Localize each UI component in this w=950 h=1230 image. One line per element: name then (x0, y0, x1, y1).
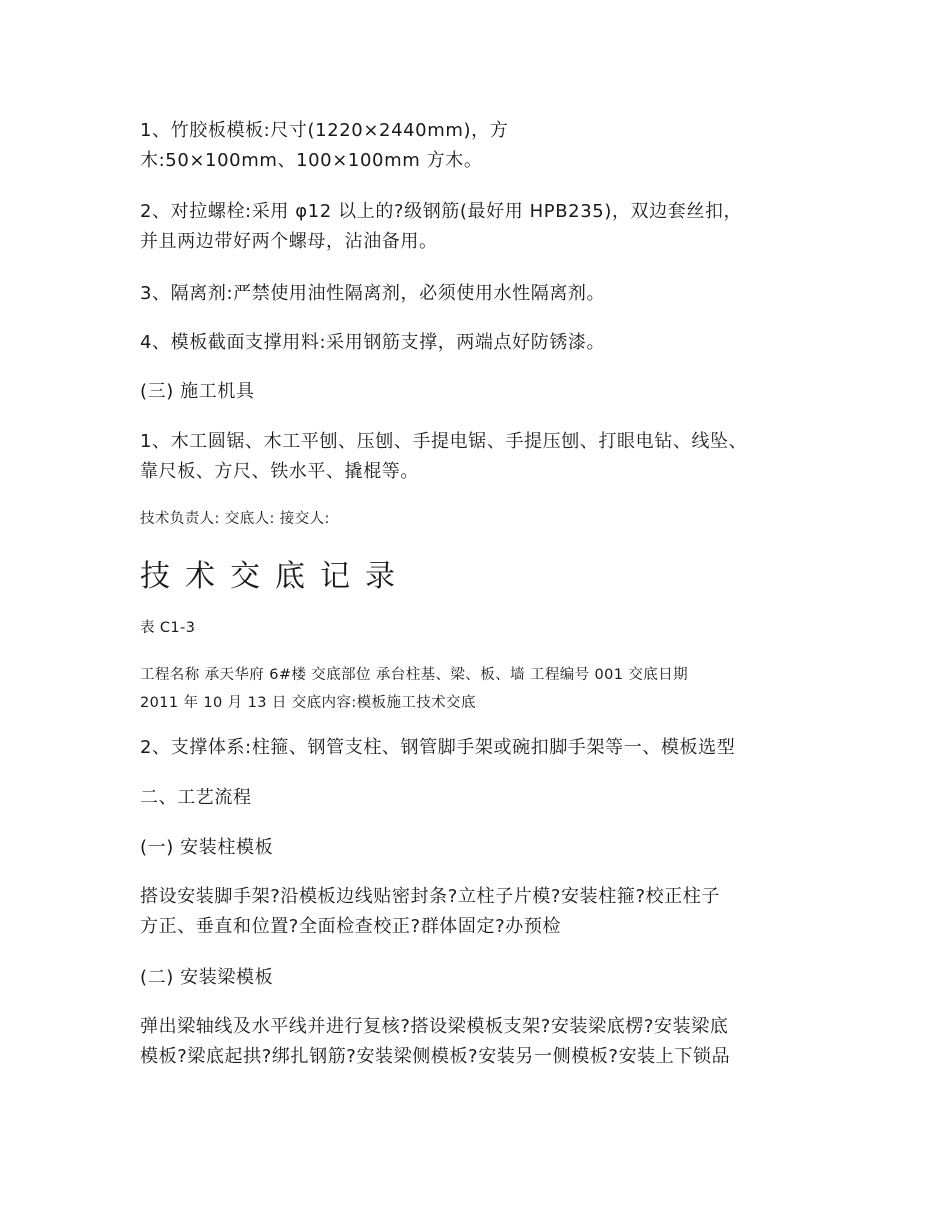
table-number: 表 C1-3 (140, 620, 196, 636)
process-heading: 二、工艺流程 (140, 787, 252, 808)
text-line: 靠尺板、方尺、铁水平、撬棍等。 (140, 461, 419, 482)
signature-line: 技术负责人: 交底人: 接交人: (140, 511, 330, 527)
text-line: 搭设安装脚手架?沿模板边线贴密封条?立柱子片模?安装柱箍?校正柱子 (140, 886, 721, 907)
text-line: 模板?梁底起拱?绑扎钢筋?安装梁侧模板?安装另一侧模板?安装上下锁品 (140, 1046, 731, 1067)
text-line: 弹出梁轴线及水平线并进行复核?搭设梁模板支架?安装梁底楞?安装梁底 (140, 1016, 729, 1037)
text-line: 1、竹胶板模板:尺寸(1220×2440mm)，方 (140, 120, 509, 141)
text-line: 3、隔离剂:严禁使用油性隔离剂，必须使用水性隔离剂。 (140, 283, 606, 304)
text-line: 4、模板截面支撑用料:采用钢筋支撑，两端点好防锈漆。 (140, 332, 606, 353)
text-line: 1、木工圆锯、木工平刨、压刨、手提电锯、手提压刨、打眼电钻、线坠、 (140, 431, 748, 452)
material-item-3 (140, 279, 820, 309)
column-formwork-heading: (一) 安装柱模板 (140, 837, 274, 858)
beam-formwork-steps (140, 1012, 820, 1072)
tools-heading: (三) 施工机具 (140, 381, 255, 402)
project-info (140, 661, 820, 717)
document-title: 技术交底记录 (140, 559, 410, 594)
material-item-4 (140, 328, 820, 358)
text-line: 并且两边带好两个螺母，沾油备用。 (140, 231, 438, 252)
text-line: 工程名称 承天华府 6#楼 交底部位 承台柱基、梁、板、墙 工程编号 001 交底日期 (140, 667, 689, 683)
support-system: 2、支撑体系:柱箍、钢管支柱、钢管脚手架或碗扣脚手架等一、模板选型 (140, 737, 736, 758)
text-line: 2011 年 10 月 13 日 交底内容:模板施工技术交底 (140, 695, 476, 711)
material-item-2 (140, 197, 820, 257)
material-item-1 (140, 116, 820, 176)
beam-formwork-heading: (二) 安装梁模板 (140, 967, 274, 988)
text-line: 方正、垂直和位置?全面检查校正?群体固定?办预检 (140, 916, 562, 937)
column-formwork-steps (140, 882, 820, 942)
text-line: 木:50×100mm、100×100mm 方木。 (140, 150, 483, 171)
text-line: 2、对拉螺栓:采用 φ12 以上的?级钢筋(最好用 HPB235)，双边套丝扣， (140, 201, 743, 222)
tools-list (140, 427, 820, 487)
